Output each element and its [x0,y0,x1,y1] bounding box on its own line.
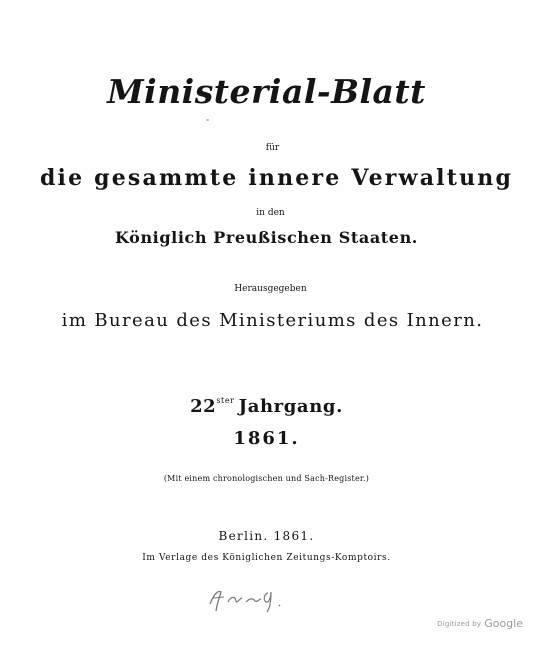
bureau-line: im Bureau des Ministeriums des Innern. [61,310,484,331]
register-note: (Mit einem chronologischen und Sach-Register.) [163,474,370,483]
fuer-text: für [265,143,280,153]
volume-label: Jahrgang. [238,396,343,417]
imprint-city-year: Berlin. 1861. [218,529,315,543]
volume-ordinal: 22 [190,396,217,417]
herausgegeben-text: Herausgegeben [234,284,307,294]
year-line: 1861. [233,428,300,449]
states-heading: Königlich Preußischen Staaten. [115,228,418,247]
imprint-publisher: Im Verlage des Königlichen Zeitungs-Komptoirs. [142,553,391,563]
main-title: Ministerial-Blatt [107,72,426,111]
volume-line [0,396,533,417]
paper-speck [206,119,209,121]
in-den-text: in den [256,208,285,218]
badge-brand: Google [484,617,523,630]
volume-suffix: ster [216,396,235,405]
handwritten-mark [200,582,300,614]
subtitle: die gesammte innere Verwaltung [39,165,514,191]
badge-prefix: Digitized by [437,620,482,628]
digitized-by-google-badge [437,617,523,630]
